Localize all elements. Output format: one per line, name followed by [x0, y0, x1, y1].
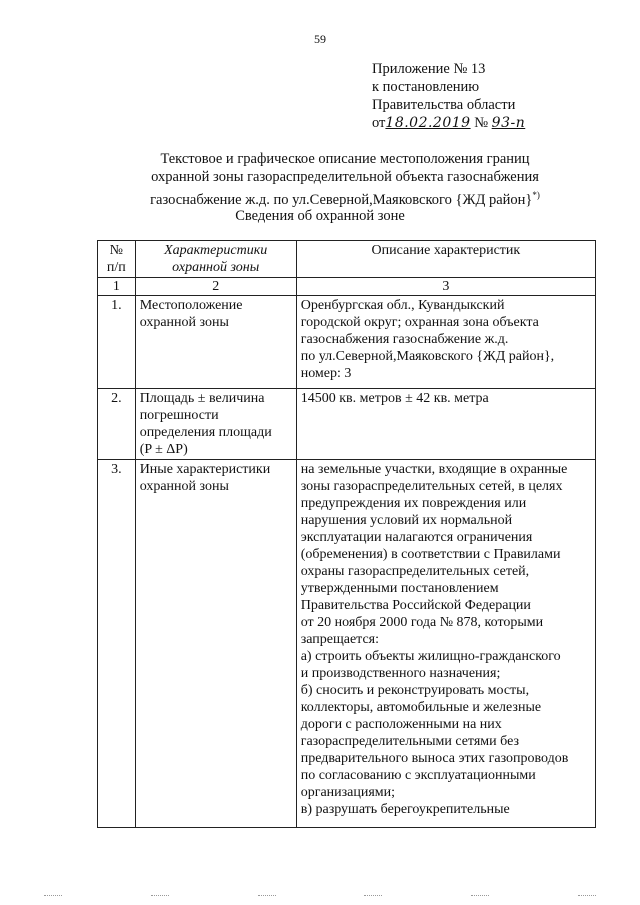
- text-line: определения площади: [139, 425, 272, 440]
- row-description: [296, 389, 595, 460]
- appendix-date-line: [372, 114, 525, 132]
- title-line-1: Текстовое и графическое описание местоположения границ: [160, 151, 530, 167]
- title-line-3: [100, 186, 590, 209]
- title-line-2: охранной зоны газораспределительной объекта газоснабжения: [151, 169, 539, 185]
- text-line: а) строить объекты жилищно-гражданского: [300, 649, 561, 664]
- text-line: городской округ; охранная зона объекта: [300, 315, 539, 330]
- row-characteristic: [135, 296, 296, 389]
- text-line: газораспределительными сетями без: [300, 734, 520, 749]
- text-line: Площадь ± величина: [139, 391, 265, 406]
- row-description: [296, 296, 595, 389]
- row-number: 2.: [98, 389, 136, 460]
- table-row: [98, 389, 596, 460]
- header-number-line-1: №: [109, 243, 124, 258]
- scan-mark: [471, 895, 489, 899]
- text-line: по ул.Северной,Маяковского {ЖД район},: [300, 349, 555, 364]
- header-number-line-2: п/п: [106, 260, 126, 275]
- column-number-1: 1: [98, 278, 136, 296]
- scan-mark: [151, 895, 169, 899]
- column-number-row: [98, 278, 596, 296]
- handwritten-number: 93-п: [491, 115, 526, 131]
- text-line: Оренбургская обл., Кувандыкский: [300, 298, 505, 313]
- text-line: запрещается:: [300, 632, 380, 647]
- text-line: и производственного назначения;: [300, 666, 501, 681]
- zone-info-table: [97, 240, 596, 828]
- scan-mark: [578, 895, 596, 899]
- text-line: охранной зоны: [139, 315, 229, 330]
- text-line: 14500 кв. метров ± 42 кв. метра: [300, 391, 489, 406]
- text-line: зоны газораспределительных сетей, в целях: [300, 479, 563, 494]
- text-line: Правительства Российской Федерации: [300, 598, 531, 613]
- number-prefix: №: [474, 115, 489, 131]
- text-line: коллекторы, автомобильные и железные: [300, 700, 542, 715]
- header-characteristics-line-2: охранной зоны: [172, 260, 260, 275]
- scan-edge-marks: [0, 895, 640, 899]
- text-line: в) разрушать берегоукрепительные: [300, 802, 510, 817]
- appendix-line-3: Правительства области: [372, 97, 516, 113]
- text-line: нарушения условий их нормальной: [300, 513, 513, 528]
- footnote-mark: *): [532, 190, 540, 200]
- column-number-3: 3: [296, 278, 595, 296]
- scan-mark: [44, 895, 62, 899]
- text-line: эксплуатации налагаются ограничения: [300, 530, 533, 545]
- text-line: предупреждения их повреждения или: [300, 496, 527, 511]
- table-row: [98, 296, 596, 389]
- text-line: газоснабжения газоснабжение ж.д.: [300, 332, 509, 347]
- header-characteristics: [135, 241, 296, 278]
- date-prefix: от: [372, 115, 386, 131]
- text-line: дороги с расположенными на них: [300, 717, 502, 732]
- row-characteristic: [135, 389, 296, 460]
- text-line: Местоположение: [139, 298, 243, 313]
- header-number: [98, 241, 136, 278]
- text-line: организациями;: [300, 785, 396, 800]
- appendix-header: [372, 60, 525, 132]
- text-line: (обременения) в соответствии с Правилами: [300, 547, 561, 562]
- header-characteristics-line-1: Характеристики: [164, 243, 268, 258]
- scan-mark: [364, 895, 382, 899]
- text-line: номер: 3: [300, 366, 352, 381]
- text-line: охраны газораспределительных сетей,: [300, 564, 530, 579]
- appendix-line-1: Приложение № 13: [372, 61, 486, 77]
- title-line-3-text: газоснабжение ж.д. по ул.Северной,Маяковского {ЖД район}: [150, 191, 533, 208]
- table-row: [98, 460, 596, 828]
- scan-mark: [258, 895, 276, 899]
- page-number: 59: [314, 32, 326, 46]
- text-line: (P ± ΔP): [139, 442, 188, 457]
- text-line: Иные характеристики: [139, 462, 271, 477]
- text-line: от 20 ноября 2000 года № 878, которыми: [300, 615, 544, 630]
- row-number: 1.: [98, 296, 136, 389]
- text-line: на земельные участки, входящие в охранные: [300, 462, 568, 477]
- column-number-2: 2: [135, 278, 296, 296]
- section-subtitle: Сведения об охранной зоне: [235, 208, 405, 224]
- text-line: б) сносить и реконструировать мосты,: [300, 683, 530, 698]
- header-description: Описание характеристик: [296, 241, 595, 278]
- row-number: 3.: [98, 460, 136, 828]
- text-line: охранной зоны: [139, 479, 229, 494]
- table-header-row: [98, 241, 596, 278]
- appendix-line-2: к постановлению: [372, 79, 480, 95]
- text-line: утвержденными постановлением: [300, 581, 499, 596]
- text-line: погрешности: [139, 408, 219, 423]
- text-line: по согласованию с эксплуатационными: [300, 768, 536, 783]
- row-description: [296, 460, 595, 828]
- row-characteristic: [135, 460, 296, 828]
- handwritten-date: 18.02.2019: [385, 115, 471, 131]
- document-title: [100, 150, 590, 209]
- text-line: предварительного выноса этих газопроводов: [300, 751, 569, 766]
